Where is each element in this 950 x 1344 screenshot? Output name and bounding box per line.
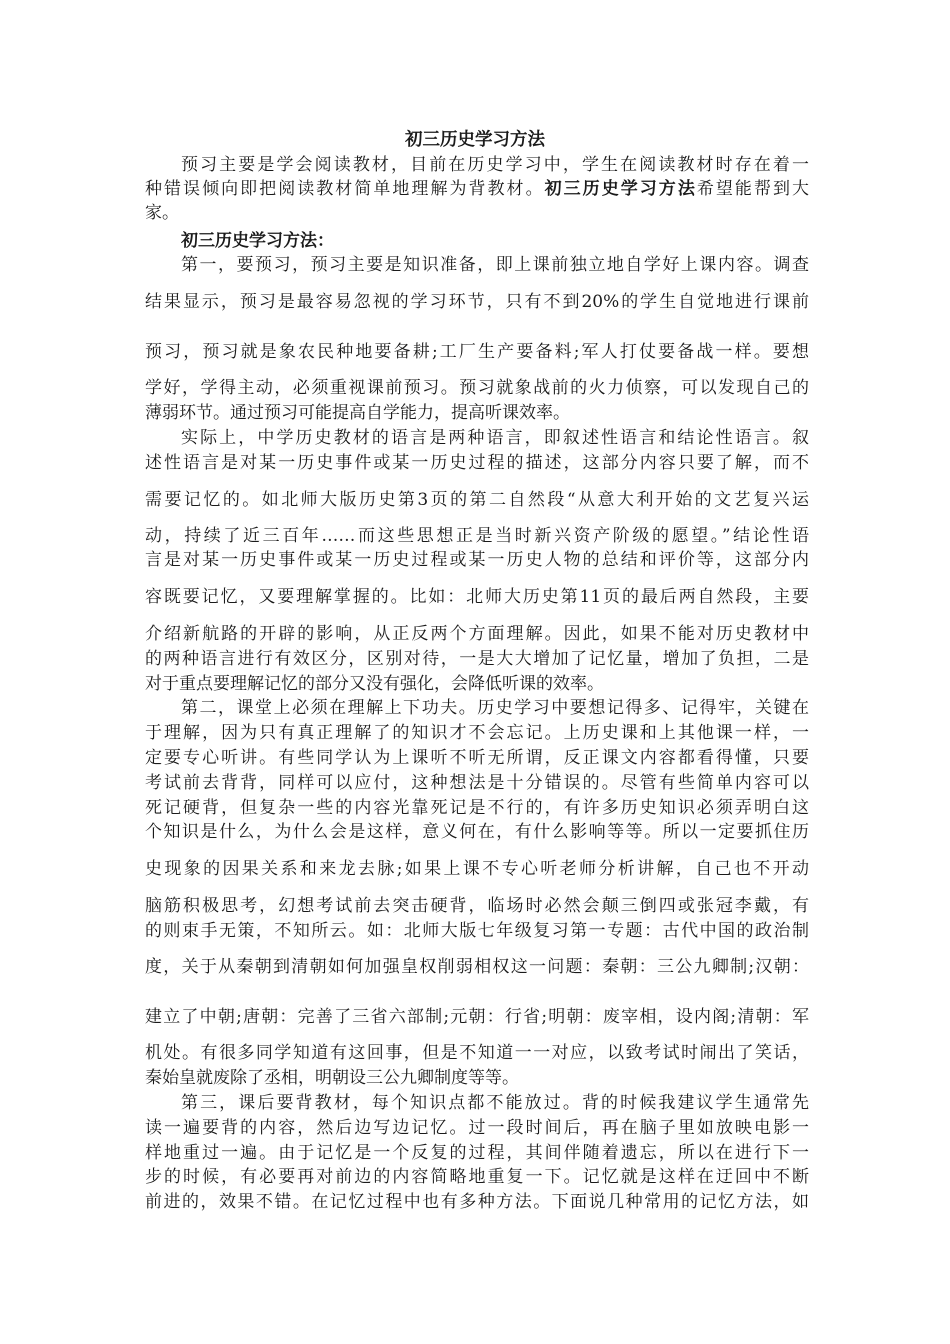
text-line: 预习主要是学会阅读教材，目前在历史学习中，学生在阅读教材时存在着一 [181, 155, 809, 175]
section-heading: 初三历史学习方法： [181, 231, 334, 251]
text-line: 前进的，效果不错。在记忆过程中也有多种方法。下面说几种常用的记忆方法，如 [145, 1192, 809, 1212]
document-title: 初三历史学习方法 [405, 130, 545, 150]
text-line: 动，持续了近三百年……而这些思想正是当时新兴资产阶级的愿望。”结论性语 [145, 526, 809, 546]
text-line: 第三，课后要背教材，每个知识点都不能放过。背的时候我建议学生通常先 [181, 1093, 809, 1113]
text-line: 脑筋积极思考，幻想考试前去突击硬背，临场时必然会颠三倒四或张冠李戴，有 [145, 896, 809, 916]
text-line: 需要记忆的。如北师大版历史第3页的第二自然段“从意大利开始的文艺复兴运 [145, 490, 809, 510]
text-line: 家。 [145, 203, 179, 223]
text-line: 介绍新航路的开辟的影响，从正反两个方面理解。因此，如果不能对历史教材中 [145, 624, 809, 644]
text-line: 述性语言是对某一历史事件或某一历史过程的描述，这部分内容只要了解，而不 [145, 453, 809, 473]
text-line: 结果显示，预习是最容易忽视的学习环节，只有不到20%的学生自觉地进行课前 [145, 292, 809, 312]
text-line: 的则束手无策，不知所云。如：北师大版七年级复习第一专题：古代中国的政治制 [145, 921, 809, 941]
text-line: 考试前去背背，同样可以应付，这种想法是十分错误的。尽管有些简单内容可以 [145, 773, 809, 793]
text-line: 机处。有很多同学知道有这回事，但是不知道一一对应，以致考试时闹出了笑话， [145, 1043, 809, 1063]
inline-bold-title: 初三历史学习方法 [544, 179, 697, 199]
text-line: 第一，要预习，预习主要是知识准备，即上课前独立地自学好上课内容。调查 [181, 255, 809, 275]
text-line: 学好，学得主动，必须重视课前预习。预习就象战前的火力侦察，可以发现自己的 [145, 378, 809, 398]
text-line: 度，关于从秦朝到清朝如何加强皇权削弱相权这一问题：秦朝：三公九卿制;汉朝： [145, 957, 809, 977]
text-line: 对于重点要理解记忆的部分又没有强化，会降低听课的效率。 [145, 674, 604, 694]
text-line: 样地重过一遍。由于记忆是一个反复的过程，其间伴随着遗忘，所以在进行下一 [145, 1143, 809, 1163]
text-line: 薄弱环节。通过预习可能提高自学能力，提高听课效率。 [145, 403, 570, 423]
text-line: 步的时候，有必要再对前边的内容简略地重复一下。记忆就是这样在迂回中不断 [145, 1167, 809, 1187]
text-line: 史现象的因果关系和来龙去脉;如果上课不专心听老师分析讲解，自己也不开动 [145, 859, 809, 879]
text-line: 实际上，中学历史教材的语言是两种语言，即叙述性语言和结论性语言。叙 [181, 428, 809, 448]
text-line: 定要专心听讲。有些同学认为上课听不听无所谓，反正课文内容都看得懂，只要 [145, 748, 809, 768]
text-line: 于理解，因为只有真正理解了的知识才不会忘记。上历史课和上其他课一样，一 [145, 723, 809, 743]
text-line: 秦始皇就废除了丞相，明朝设三公九卿制度等等。 [145, 1068, 519, 1088]
text-line: 读一遍要背的内容，然后边写边记忆。过一段时间后，再在脑子里如放映电影一 [145, 1118, 809, 1138]
text-line: 言是对某一历史事件或某一历史过程或某一历史人物的总结和评价等，这部分内 [145, 550, 809, 570]
text-line: 建立了中朝;唐朝：完善了三省六部制;元朝：行省;明朝：废宰相，设内阁;清朝：军 [145, 1007, 809, 1027]
text-line: 容既要记忆，又要理解掌握的。比如：北师大历史第11页的最后两自然段，主要 [145, 587, 809, 607]
text-line: 第二，课堂上必须在理解上下功夫。历史学习中要想记得多、记得牢，关键在 [181, 698, 809, 718]
text-line: 种错误倾向即把阅读教材简单地理解为背教材。初三历史学习方法希望能帮到大 [145, 179, 809, 199]
text-line: 的两种语言进行有效区分，区别对待，一是大大增加了记忆量，增加了负担，二是 [145, 649, 809, 669]
text-line: 死记硬背，但复杂一些的内容光靠死记是不行的，有许多历史知识必须弄明白这 [145, 798, 809, 818]
text-line: 个知识是什么，为什么会是这样，意义何在，有什么影响等等。所以一定要抓住历 [145, 822, 809, 842]
text-line: 预习，预习就是象农民种地要备耕;工厂生产要备料;军人打仗要备战一样。要想 [145, 342, 809, 362]
